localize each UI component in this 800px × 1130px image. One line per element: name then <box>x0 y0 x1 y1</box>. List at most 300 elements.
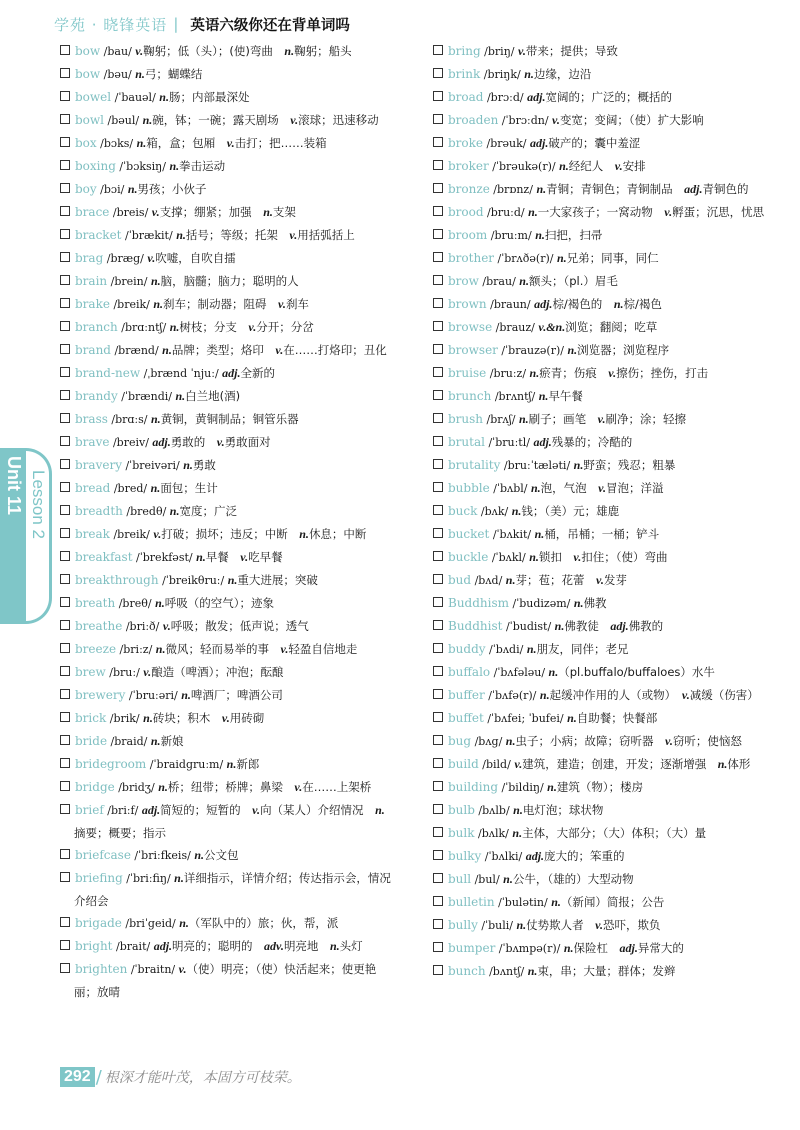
vocab-entry <box>60 316 395 339</box>
part-of-speech: n. <box>613 297 624 311</box>
part-of-speech: n. <box>169 159 180 173</box>
definition: 冒泡；洋溢 <box>606 481 664 495</box>
part-of-speech: n. <box>536 182 547 196</box>
vocab-entry <box>433 454 768 477</box>
vocab-entry <box>60 684 395 707</box>
checkbox-icon[interactable] <box>60 252 70 262</box>
phonetic: /ˈbʌkl/ <box>488 551 530 564</box>
part-of-speech: n. <box>529 550 539 564</box>
part-of-speech: n. <box>169 320 180 334</box>
part-of-speech: v. <box>514 757 523 771</box>
definition: 起缓冲作用的人（或物） <box>549 688 682 702</box>
headword: bow <box>75 44 101 58</box>
part-of-speech: n. <box>181 688 191 702</box>
checkbox-icon[interactable] <box>433 137 443 147</box>
part-of-speech: n. <box>194 848 204 862</box>
headword: brace <box>75 205 110 219</box>
definition: 束，串；大量；群体；发辫 <box>537 964 676 978</box>
definition: 佛教 <box>583 596 607 610</box>
page-number: 292 <box>60 1067 95 1087</box>
checkbox-icon[interactable] <box>60 367 70 377</box>
headword: bulky <box>448 849 482 863</box>
checkbox-icon[interactable] <box>433 275 443 285</box>
phonetic: /bʌntʃ/ <box>485 965 528 978</box>
headword: break <box>75 527 110 541</box>
checkbox-icon[interactable] <box>433 804 443 814</box>
phonetic: /brʌʃ/ <box>483 413 519 426</box>
part-of-speech: adj. <box>619 941 638 955</box>
phonetic: /bruːz/ <box>486 367 530 380</box>
checkbox-icon[interactable] <box>60 620 70 630</box>
phonetic: /briːð/ <box>122 620 163 633</box>
part-of-speech: v. <box>135 44 144 58</box>
phonetic: /ˈbuli/ <box>477 919 517 932</box>
checkbox-icon[interactable] <box>60 758 70 768</box>
vocab-entry <box>60 454 395 477</box>
definition: 建筑（物）；楼房 <box>556 780 644 794</box>
vocab-entry <box>60 86 395 109</box>
checkbox-icon[interactable] <box>60 597 70 607</box>
checkbox-icon[interactable] <box>433 413 443 423</box>
part-of-speech: n. <box>551 895 561 909</box>
checkbox-icon[interactable] <box>60 436 70 446</box>
checkbox-icon[interactable] <box>60 206 70 216</box>
definition: 支撑；绷紧；加强 <box>159 205 264 219</box>
part-of-speech: v. <box>608 366 617 380</box>
phonetic: /ˈbriːfiŋ/ <box>122 872 175 885</box>
part-of-speech: n. <box>516 918 527 932</box>
checkbox-icon[interactable] <box>60 183 70 193</box>
part-of-speech: n. <box>155 642 166 656</box>
checkbox-icon[interactable] <box>433 45 443 55</box>
headword: bug <box>448 734 472 748</box>
vocab-entry <box>60 224 395 247</box>
definition: 击打；把……装箱 <box>234 136 327 150</box>
part-of-speech: adj. <box>684 182 703 196</box>
definition: 白兰地(酒) <box>185 389 241 403</box>
checkbox-icon[interactable] <box>433 965 443 975</box>
part-of-speech: v. <box>595 918 604 932</box>
definition: 面包；生计 <box>160 481 218 495</box>
headword: bulletin <box>448 895 495 909</box>
definition: 重大进展；突破 <box>237 573 318 587</box>
definition: 恐吓，欺负 <box>603 918 661 932</box>
definition: 宽阔的；广泛的；概括的 <box>545 90 672 104</box>
definition: 窃听；使恼怒 <box>672 734 742 748</box>
checkbox-icon[interactable] <box>60 275 70 285</box>
part-of-speech: n. <box>169 504 180 518</box>
vocab-entry <box>433 385 768 408</box>
definition: 擦伤；挫伤，打击 <box>616 366 709 380</box>
phonetic: /ˈbrauzə(r)/ <box>497 344 568 357</box>
headword: brag <box>75 251 104 265</box>
headword: boy <box>75 182 97 196</box>
vocab-entry <box>433 753 768 776</box>
vocab-entry <box>60 867 395 912</box>
checkbox-icon[interactable] <box>433 436 443 446</box>
part-of-speech: v. <box>248 320 257 334</box>
phonetic: /breiv/ <box>109 436 153 449</box>
checkbox-icon[interactable] <box>433 482 443 492</box>
definition: 明亮地 <box>283 939 330 953</box>
vocab-entry <box>433 63 768 86</box>
part-of-speech: adj. <box>141 803 161 817</box>
checkbox-icon[interactable] <box>60 482 70 492</box>
headword: brown <box>448 297 487 311</box>
part-of-speech: adj. <box>152 435 171 449</box>
checkbox-icon[interactable] <box>433 781 443 791</box>
vocab-entry <box>433 868 768 891</box>
part-of-speech: v.&n. <box>538 320 566 334</box>
vocab-entry <box>60 707 395 730</box>
vocab-entry <box>60 431 395 454</box>
definition: 勇敢 <box>192 458 216 472</box>
phonetic: /brɒnz/ <box>489 183 537 196</box>
checkbox-icon[interactable] <box>433 666 443 676</box>
checkbox-icon[interactable] <box>433 896 443 906</box>
phonetic: /ˈbrʌðə(r)/ <box>494 252 557 265</box>
part-of-speech: v. <box>147 251 156 265</box>
headword: brush <box>448 412 484 426</box>
phonetic: /ˈbudizəm/ <box>509 597 574 610</box>
definition: 体形 <box>727 757 751 771</box>
vocab-entry <box>60 799 395 844</box>
checkbox-icon[interactable] <box>433 850 443 860</box>
checkbox-icon[interactable] <box>60 804 70 814</box>
checkbox-icon[interactable] <box>60 917 70 927</box>
headword: brunch <box>448 389 492 403</box>
definition: 鞠躬；低（头）；(使)弯曲 <box>143 44 285 58</box>
checkbox-icon[interactable] <box>60 963 70 973</box>
definition: （pl.buffalo/buffaloes）水牛 <box>558 665 715 679</box>
checkbox-icon[interactable] <box>60 505 70 515</box>
checkbox-icon[interactable] <box>433 758 443 768</box>
checkbox-icon[interactable] <box>60 574 70 584</box>
part-of-speech: n. <box>143 711 153 725</box>
checkbox-icon[interactable] <box>433 620 443 630</box>
vocab-entry <box>433 845 768 868</box>
checkbox-icon[interactable] <box>433 68 443 78</box>
checkbox-icon[interactable] <box>433 505 443 515</box>
definition: 啤酒厂；啤酒公司 <box>190 688 283 702</box>
part-of-speech: n. <box>175 389 186 403</box>
part-of-speech: n. <box>717 757 728 771</box>
definition: 庞大的；笨重的 <box>544 849 625 863</box>
part-of-speech: n. <box>183 458 193 472</box>
checkbox-icon[interactable] <box>433 827 443 837</box>
headword: bridge <box>75 780 115 794</box>
part-of-speech: n. <box>547 780 557 794</box>
vocab-entry <box>433 132 768 155</box>
checkbox-icon[interactable] <box>60 551 70 561</box>
part-of-speech: n. <box>567 711 577 725</box>
phonetic: /brænd/ <box>110 344 163 357</box>
vocab-entry <box>433 799 768 822</box>
definition: 虫子；小病；故障；窃听器 <box>515 734 665 748</box>
checkbox-icon[interactable] <box>433 574 443 584</box>
definition: 支架 <box>272 205 296 219</box>
vocab-entry <box>433 155 768 178</box>
checkbox-icon[interactable] <box>60 390 70 400</box>
phonetic: /ˈbriːfkeis/ <box>130 849 195 862</box>
definition: 浏览；翻阅；吃草 <box>565 320 658 334</box>
headword: brow <box>448 274 479 288</box>
phonetic: /braun/ <box>486 298 535 311</box>
vocab-entry <box>60 569 395 592</box>
headword: bully <box>448 918 478 932</box>
headword: bud <box>448 573 472 587</box>
phonetic: /bridʒ/ <box>114 781 159 794</box>
headword: brew <box>75 665 106 679</box>
part-of-speech: n. <box>563 941 574 955</box>
part-of-speech: adj. <box>222 366 241 380</box>
checkbox-icon[interactable] <box>60 849 70 859</box>
vocab-entry <box>60 362 395 385</box>
definition: 吹嘘，自吹自擂 <box>155 251 236 265</box>
definition: 括号；等级；托架 <box>185 228 290 242</box>
checkbox-icon[interactable] <box>60 137 70 147</box>
part-of-speech: n. <box>534 527 545 541</box>
phonetic: /ˌbrænd ˈnjuː/ <box>140 367 223 380</box>
part-of-speech: n. <box>573 458 584 472</box>
headword: Buddhism <box>448 596 510 610</box>
headword: box <box>75 136 97 150</box>
definition: 钱；（美）元；雄鹿 <box>521 504 620 518</box>
checkbox-icon[interactable] <box>433 114 443 124</box>
definition: 男孩；小伙子 <box>137 182 207 196</box>
vocab-entry <box>60 753 395 776</box>
part-of-speech: v. <box>552 113 560 127</box>
vocab-entry <box>433 178 768 201</box>
part-of-speech: n. <box>530 481 541 495</box>
vocab-entry <box>60 776 395 799</box>
part-of-speech: v. <box>664 734 673 748</box>
definition: 变宽；变阔；（使）扩大影响 <box>559 113 704 127</box>
definition: 拳击运动 <box>179 159 226 173</box>
checkbox-icon[interactable] <box>60 68 70 78</box>
phonetic: /ˈbʌbl/ <box>489 482 531 495</box>
checkbox-icon[interactable] <box>60 872 70 882</box>
phonetic: /bul/ <box>471 873 504 886</box>
vocab-entry <box>60 523 395 546</box>
definition: 带来；提供；导致 <box>525 44 618 58</box>
phonetic: /breis/ <box>109 206 152 219</box>
definition: 弓；蝴蝶结 <box>144 67 203 81</box>
checkbox-icon[interactable] <box>433 91 443 101</box>
checkbox-icon[interactable] <box>60 91 70 101</box>
definition: 保险杠 <box>573 941 620 955</box>
phonetic: /ˈbrækit/ <box>121 229 177 242</box>
definition: 棕/褐色 <box>623 297 662 311</box>
headword: brigade <box>75 916 122 930</box>
checkbox-icon[interactable] <box>60 643 70 653</box>
definition: 呼吸；散发；低声说；透气 <box>170 619 309 633</box>
headword: breeze <box>75 642 117 656</box>
checkbox-icon[interactable] <box>433 597 443 607</box>
checkbox-icon[interactable] <box>60 781 70 791</box>
phonetic: /bʌlb/ <box>474 804 514 817</box>
checkbox-icon[interactable] <box>433 298 443 308</box>
part-of-speech: adj. <box>533 435 552 449</box>
phonetic: /brein/ <box>107 275 151 288</box>
checkbox-icon[interactable] <box>433 252 443 262</box>
headword: bravery <box>75 458 122 472</box>
part-of-speech: n. <box>535 228 545 242</box>
vocab-column-left <box>60 40 395 1003</box>
definition: 浏览器；浏览程序 <box>577 343 670 357</box>
checkbox-icon[interactable] <box>433 643 443 653</box>
checkbox-icon[interactable] <box>433 160 443 170</box>
headword: brother <box>448 251 495 265</box>
checkbox-icon[interactable] <box>433 551 443 561</box>
checkbox-icon[interactable] <box>60 413 70 423</box>
brand-name: 学苑 · 晓锋英语 <box>54 15 168 34</box>
part-of-speech: n. <box>526 642 537 656</box>
vocab-entry <box>433 776 768 799</box>
phonetic: /bau/ <box>100 45 136 58</box>
checkbox-icon[interactable] <box>60 459 70 469</box>
checkbox-icon[interactable] <box>60 689 70 699</box>
phonetic: /ˈbrɔːdn/ <box>498 114 553 127</box>
part-of-speech: v. <box>681 688 690 702</box>
phonetic: /briŋ/ <box>480 45 518 58</box>
checkbox-icon[interactable] <box>433 873 443 883</box>
definition: 新娘 <box>160 734 184 748</box>
part-of-speech: n. <box>227 573 238 587</box>
checkbox-icon[interactable] <box>60 712 70 722</box>
checkbox-icon[interactable] <box>60 298 70 308</box>
checkbox-icon[interactable] <box>433 390 443 400</box>
checkbox-icon[interactable] <box>433 528 443 538</box>
headword: broaden <box>448 113 499 127</box>
checkbox-icon[interactable] <box>60 114 70 124</box>
checkbox-icon[interactable] <box>433 942 443 952</box>
headword: buddy <box>448 642 486 656</box>
phonetic: /briŋk/ <box>480 68 525 81</box>
checkbox-icon[interactable] <box>433 229 443 239</box>
part-of-speech: v. <box>598 481 607 495</box>
checkbox-icon[interactable] <box>433 344 443 354</box>
vocab-entry <box>433 270 768 293</box>
headword: bowel <box>75 90 112 104</box>
unit-label: Unit 11 <box>4 456 24 516</box>
headword: broke <box>448 136 484 150</box>
vocab-entry <box>60 730 395 753</box>
checkbox-icon[interactable] <box>433 183 443 193</box>
definition: 头灯 <box>339 939 363 953</box>
phonetic: /bredθ/ <box>122 505 170 518</box>
definition: 边缘，边沿 <box>533 67 592 81</box>
part-of-speech: v. <box>252 803 261 817</box>
definition: 自助餐；快餐部 <box>576 711 658 725</box>
checkbox-icon[interactable] <box>433 321 443 331</box>
vocab-entry <box>60 408 395 431</box>
headword: bulk <box>448 826 475 840</box>
definition: 摘要；概要；指示 <box>74 826 166 840</box>
definition: 详细指示，详情介绍；传达指示会，情况介绍会 <box>74 871 391 908</box>
checkbox-icon[interactable] <box>60 229 70 239</box>
checkbox-icon[interactable] <box>60 528 70 538</box>
headword: buffer <box>448 688 485 702</box>
headword: brand <box>75 343 111 357</box>
phonetic: /brɑːntʃ/ <box>117 321 170 334</box>
page-footer <box>60 1063 301 1091</box>
checkbox-icon[interactable] <box>433 919 443 929</box>
checkbox-icon[interactable] <box>60 160 70 170</box>
part-of-speech: v. <box>573 550 582 564</box>
phonetic: /ˈbudist/ <box>502 620 555 633</box>
part-of-speech: adj. <box>534 297 553 311</box>
phonetic: /bruːˈtæləti/ <box>500 459 574 472</box>
definition: 安排 <box>622 159 646 173</box>
part-of-speech: v. <box>162 619 171 633</box>
checkbox-icon[interactable] <box>433 367 443 377</box>
headword: breadth <box>75 504 123 518</box>
phonetic: /breik/ <box>109 528 154 541</box>
checkbox-icon[interactable] <box>433 206 443 216</box>
checkbox-icon[interactable] <box>433 735 443 745</box>
phonetic: /ˈbreivəri/ <box>121 459 184 472</box>
definition: 箱，盒；包厢 <box>146 136 227 150</box>
vocab-entry <box>433 109 768 132</box>
definition: 孵蛋；沉思，忧思 <box>672 205 765 219</box>
part-of-speech: n. <box>538 389 549 403</box>
definition: 扫把，扫帚 <box>544 228 603 242</box>
vocab-entry <box>60 40 395 63</box>
headword: broker <box>448 159 489 173</box>
checkbox-icon[interactable] <box>60 321 70 331</box>
part-of-speech: v. <box>153 527 162 541</box>
headword: broom <box>448 228 488 242</box>
phonetic: /ˈbauəl/ <box>111 91 160 104</box>
definition: 额头；（pl.）眉毛 <box>528 274 618 288</box>
definition: 棕/褐色的 <box>552 297 614 311</box>
definition: 微风；轻而易举的事 <box>165 642 281 656</box>
part-of-speech: n. <box>151 412 161 426</box>
vocab-entry <box>60 912 395 935</box>
headword: brain <box>75 274 108 288</box>
definition: 明亮的；聪明的 <box>172 939 265 953</box>
part-of-speech: n. <box>158 780 168 794</box>
checkbox-icon[interactable] <box>60 45 70 55</box>
part-of-speech: v. <box>290 113 299 127</box>
headword: brief <box>75 803 104 817</box>
part-of-speech: v. <box>517 44 526 58</box>
vocab-entry <box>60 201 395 224</box>
checkbox-icon[interactable] <box>60 940 70 950</box>
headword: browse <box>448 320 493 334</box>
checkbox-icon[interactable] <box>60 344 70 354</box>
headword: brink <box>448 67 481 81</box>
part-of-speech: n. <box>150 274 161 288</box>
checkbox-icon[interactable] <box>433 689 443 699</box>
headword: buck <box>448 504 478 518</box>
checkbox-icon[interactable] <box>60 735 70 745</box>
definition: 锁扣 <box>538 550 574 564</box>
part-of-speech: n. <box>159 90 169 104</box>
definition: 佛教徒 <box>564 619 611 633</box>
part-of-speech: v. <box>143 665 152 679</box>
definition: 泡，气泡 <box>540 481 599 495</box>
vocab-entry <box>60 500 395 523</box>
vocab-entry <box>433 684 768 707</box>
checkbox-icon[interactable] <box>433 712 443 722</box>
part-of-speech: n. <box>503 872 513 886</box>
checkbox-icon[interactable] <box>60 666 70 676</box>
checkbox-icon[interactable] <box>433 459 443 469</box>
part-of-speech: v. <box>664 205 673 219</box>
headword: branch <box>75 320 118 334</box>
